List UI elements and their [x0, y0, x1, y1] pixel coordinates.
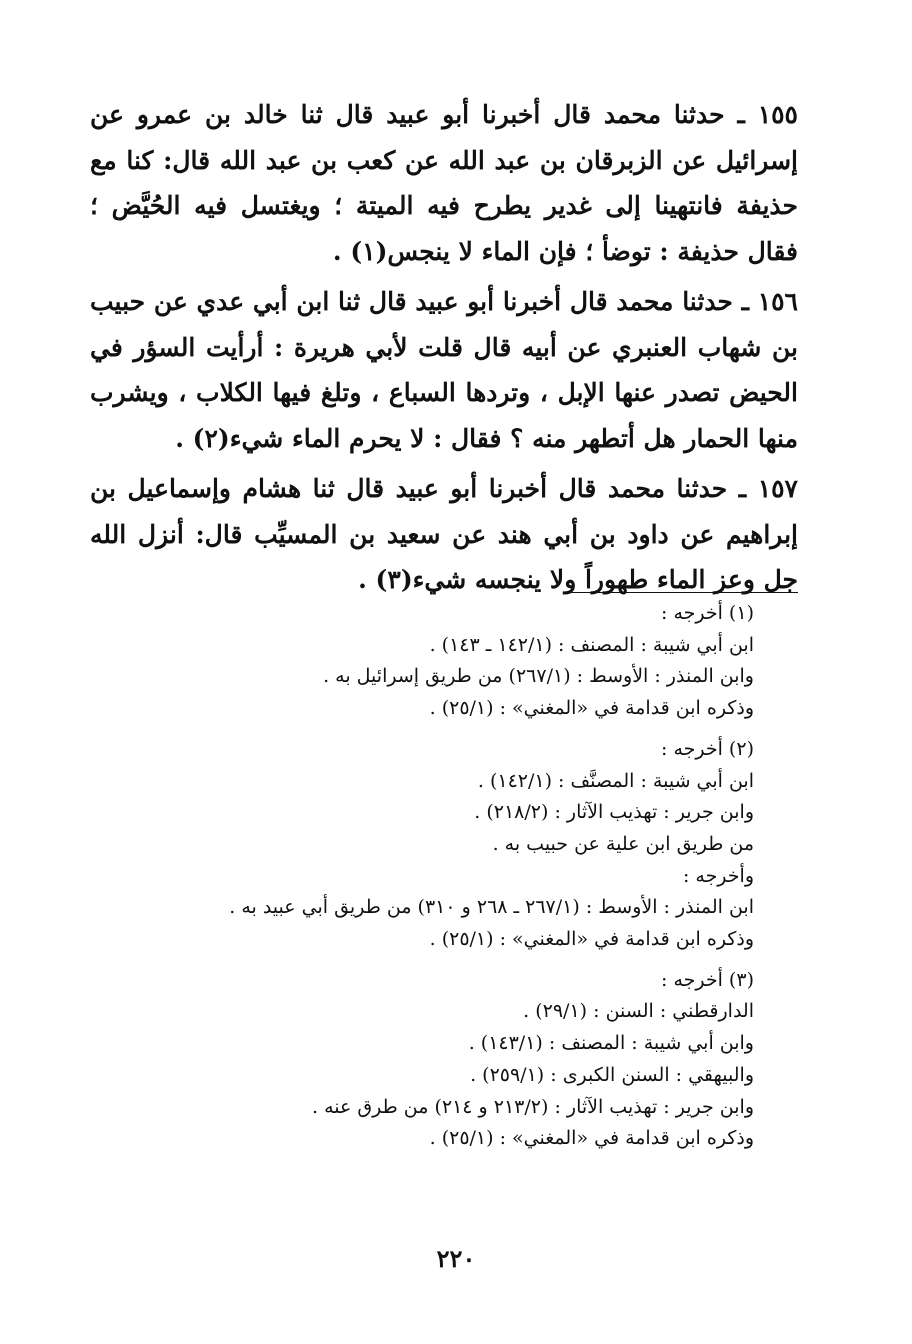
- footnote-line: وابن أبي شيبة : المصنف : (١٤٣/١) .: [468, 1032, 754, 1055]
- footnote-line: وأخرجه :: [682, 864, 754, 887]
- footnote-line: وابن جرير : تهذيب الآثار : (٢١٨/٢) .: [474, 801, 754, 824]
- footnote-line: وابن المنذر : الأوسط : (٢٦٧/١) من طريق إسرائيل به .: [323, 665, 754, 688]
- footnote-line: (١) أخرجه :: [661, 602, 754, 624]
- footnote-line: وابن جرير : تهذيب الآثار : (٢١٣/٢ و ٢١٤) من طرق عنه .: [312, 1095, 754, 1118]
- footnote-3: [90, 965, 754, 1155]
- footnote-2: [90, 734, 754, 956]
- paragraph-155: ١٥٥ ـ حدثنا محمد قال أخبرنا أبو عبيد قال ثنا خالد بن عمرو عن إسرائيل عن الزبرقان بن عبد الله عن كعب بن عبد الله قال: كنا مع حذيفة فانتهينا إلى غدير يطرح فيه الميتة ؛ ويغتسل فيه الحُيَّض ؛ فقال حذيفة : توضأ ؛ فإن الماء لا ينجس(١) .: [90, 100, 798, 266]
- footnote-1: [90, 598, 754, 725]
- footnote-line: الدارقطني : السنن : (٢٩/١) .: [523, 1000, 754, 1023]
- footnotes: [90, 598, 754, 1164]
- page-number: ٢٢٠: [436, 1244, 476, 1273]
- footnote-line: وذكره ابن قدامة في «المغني» : (٢٥/١) .: [429, 1127, 754, 1150]
- footnote-line: وذكره ابن قدامة في «المغني» : (٢٥/١) .: [429, 928, 754, 951]
- footnote-line: والبيهقي : السنن الكبرى : (٢٥٩/١) .: [470, 1063, 754, 1086]
- footnote-line: (٢) أخرجه :: [661, 737, 754, 760]
- footnote-line: (٣) أخرجه :: [661, 968, 754, 991]
- footnote-line: من طريق ابن علية عن حبيب به .: [492, 832, 754, 855]
- paragraph-157: ١٥٧ ـ حدثنا محمد قال أخبرنا أبو عبيد قال ثنا هشام وإسماعيل بن إبراهيم عن داود بن أبي هند عن سعيد بن المسيِّب قال: أنزل الله جل وعز الماء طهوراً ولا ينجسه شيء(٣) .: [90, 474, 798, 594]
- footnote-separator: [570, 592, 798, 593]
- footnote-line: وذكره ابن قدامة في «المغني» : (٢٥/١) .: [429, 697, 754, 720]
- paragraph-156: ١٥٦ ـ حدثنا محمد قال أخبرنا أبو عبيد قال ثنا ابن أبي عدي عن حبيب بن شهاب العنبري عن أبيه قال قلت لأبي هريرة : أرأيت السؤر في الحيض تصدر عنها الإبل ، وتردها السباع ، وتلغ فيها الكلاب ، ويشرب منها الحمار هل أتطهر منه ؟ فقال : لا يحرم الماء شيء(٢) .: [90, 287, 798, 453]
- main-text: [90, 92, 798, 608]
- footnote-line: ابن أبي شيبة : المصنَّف : (١٤٢/١) .: [477, 769, 754, 792]
- footnote-line: ابن المنذر : الأوسط : (٢٦٧/١ ـ ٢٦٨ و ٣١٠) من طريق أبي عبيد به .: [229, 896, 754, 919]
- footnote-line: ابن أبي شيبة : المصنف : (١٤٢/١ ـ ١٤٣) .: [429, 633, 754, 656]
